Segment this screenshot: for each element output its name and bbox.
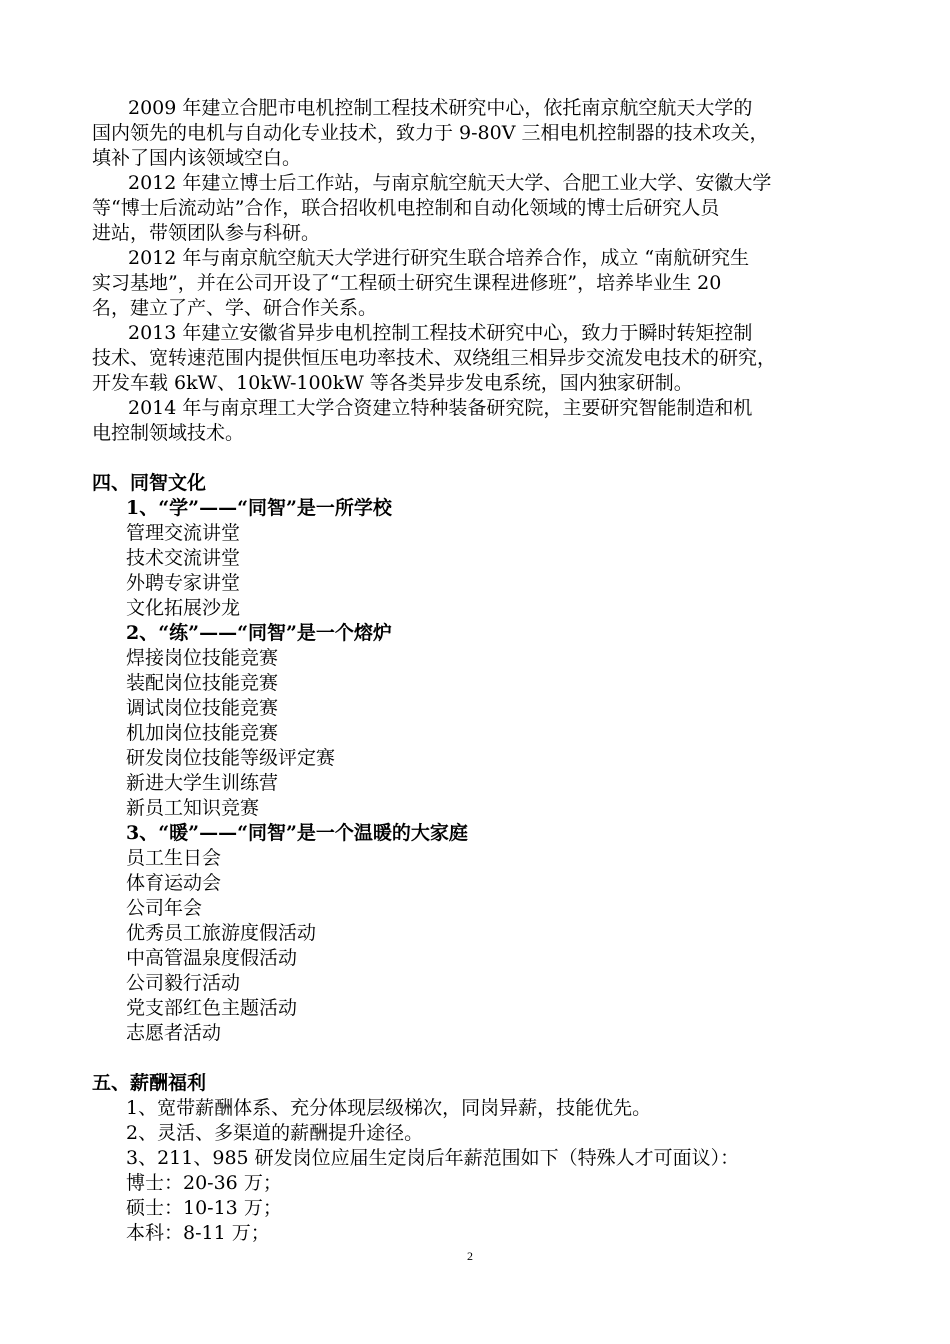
list-item: 优秀员工旅游度假活动 <box>126 922 317 944</box>
section-heading: 四、同智文化 <box>92 472 207 494</box>
list-item: 3、211、985 研发岗位应届生定岗后年薪范围如下（特殊人才可面议）： <box>126 1147 740 1169</box>
list-item: 新进大学生训练营 <box>126 772 279 794</box>
paragraph-line: 2012 年建立博士后工作站，与南京航空航天大学、合肥工业大学、安徽大学 <box>128 172 772 194</box>
list-item: 中高管温泉度假活动 <box>126 947 298 969</box>
paragraph-line: 填补了国内该领域空白。 <box>92 147 302 169</box>
list-item: 研发岗位技能等级评定赛 <box>126 747 336 769</box>
section-heading: 五、薪酬福利 <box>92 1072 207 1094</box>
paragraph-line: 国内领先的电机与自动化专业技术，致力于 9-80V 三相电机控制器的技术攻关， <box>92 122 769 144</box>
paragraph-line: 2012 年与南京航空航天大学进行研究生联合培养合作，成立 “南航研究生 <box>128 247 750 269</box>
paragraph-line: 2009 年建立合肥市电机控制工程技术研究中心，依托南京航空航天大学的 <box>128 97 753 119</box>
list-item: 外聘专家讲堂 <box>126 572 241 594</box>
list-item: 调试岗位技能竞赛 <box>126 697 279 719</box>
list-item: 文化拓展沙龙 <box>126 597 241 619</box>
list-item: 体育运动会 <box>126 872 222 894</box>
list-item: 党支部红色主题活动 <box>126 997 298 1019</box>
paragraph-line: 等“博士后流动站”合作，联合招收机电控制和自动化领域的博士后研究人员 <box>92 197 720 219</box>
list-item: 机加岗位技能竞赛 <box>126 722 279 744</box>
list-item: 硕士：10-13 万； <box>126 1197 282 1219</box>
group-title: 1、“学”——“同智”是一所学校 <box>126 497 392 519</box>
page-number: 2 <box>467 1249 473 1263</box>
list-item: 志愿者活动 <box>126 1022 222 1044</box>
list-item: 2、灵活、多渠道的薪酬提升途径。 <box>126 1122 424 1144</box>
list-item: 新员工知识竞赛 <box>126 797 260 819</box>
list-item: 本科：8-11 万； <box>126 1222 270 1244</box>
paragraph-line: 开发车载 6kW、10kW-100kW 等各类异步发电系统，国内独家研制。 <box>92 372 693 394</box>
list-item: 公司年会 <box>126 897 203 919</box>
paragraph-line: 2013 年建立安徽省异步电机控制工程技术研究中心，致力于瞬时转矩控制 <box>128 322 753 344</box>
paragraph-line: 电控制领域技术。 <box>92 422 245 444</box>
list-item: 焊接岗位技能竞赛 <box>126 647 279 669</box>
list-item: 1、宽带薪酬体系、充分体现层级梯次，同岗异薪，技能优先。 <box>126 1097 652 1119</box>
group-title: 3、“暖”——“同智”是一个温暖的大家庭 <box>126 822 468 844</box>
paragraph-line: 进站，带领团队参与科研。 <box>92 222 321 244</box>
list-item: 技术交流讲堂 <box>126 547 241 569</box>
list-item: 员工生日会 <box>126 847 222 869</box>
list-item: 博士：20-36 万； <box>126 1172 282 1194</box>
list-item: 管理交流讲堂 <box>126 522 241 544</box>
group-title: 2、“练”——“同智”是一个熔炉 <box>126 622 392 644</box>
paragraph-line: 名，建立了产、学、研合作关系。 <box>92 297 378 319</box>
list-item: 公司毅行活动 <box>126 972 241 994</box>
paragraph-line: 2014 年与南京理工大学合资建立特种装备研究院，主要研究智能制造和机 <box>128 397 753 419</box>
paragraph-line: 技术、宽转速范围内提供恒压电功率技术、双绕组三相异步交流发电技术的研究， <box>92 347 777 369</box>
list-item: 装配岗位技能竞赛 <box>126 672 279 694</box>
paragraph-line: 实习基地”，并在公司开设了“工程硕士研究生课程进修班”，培养毕业生 20 <box>92 272 722 294</box>
